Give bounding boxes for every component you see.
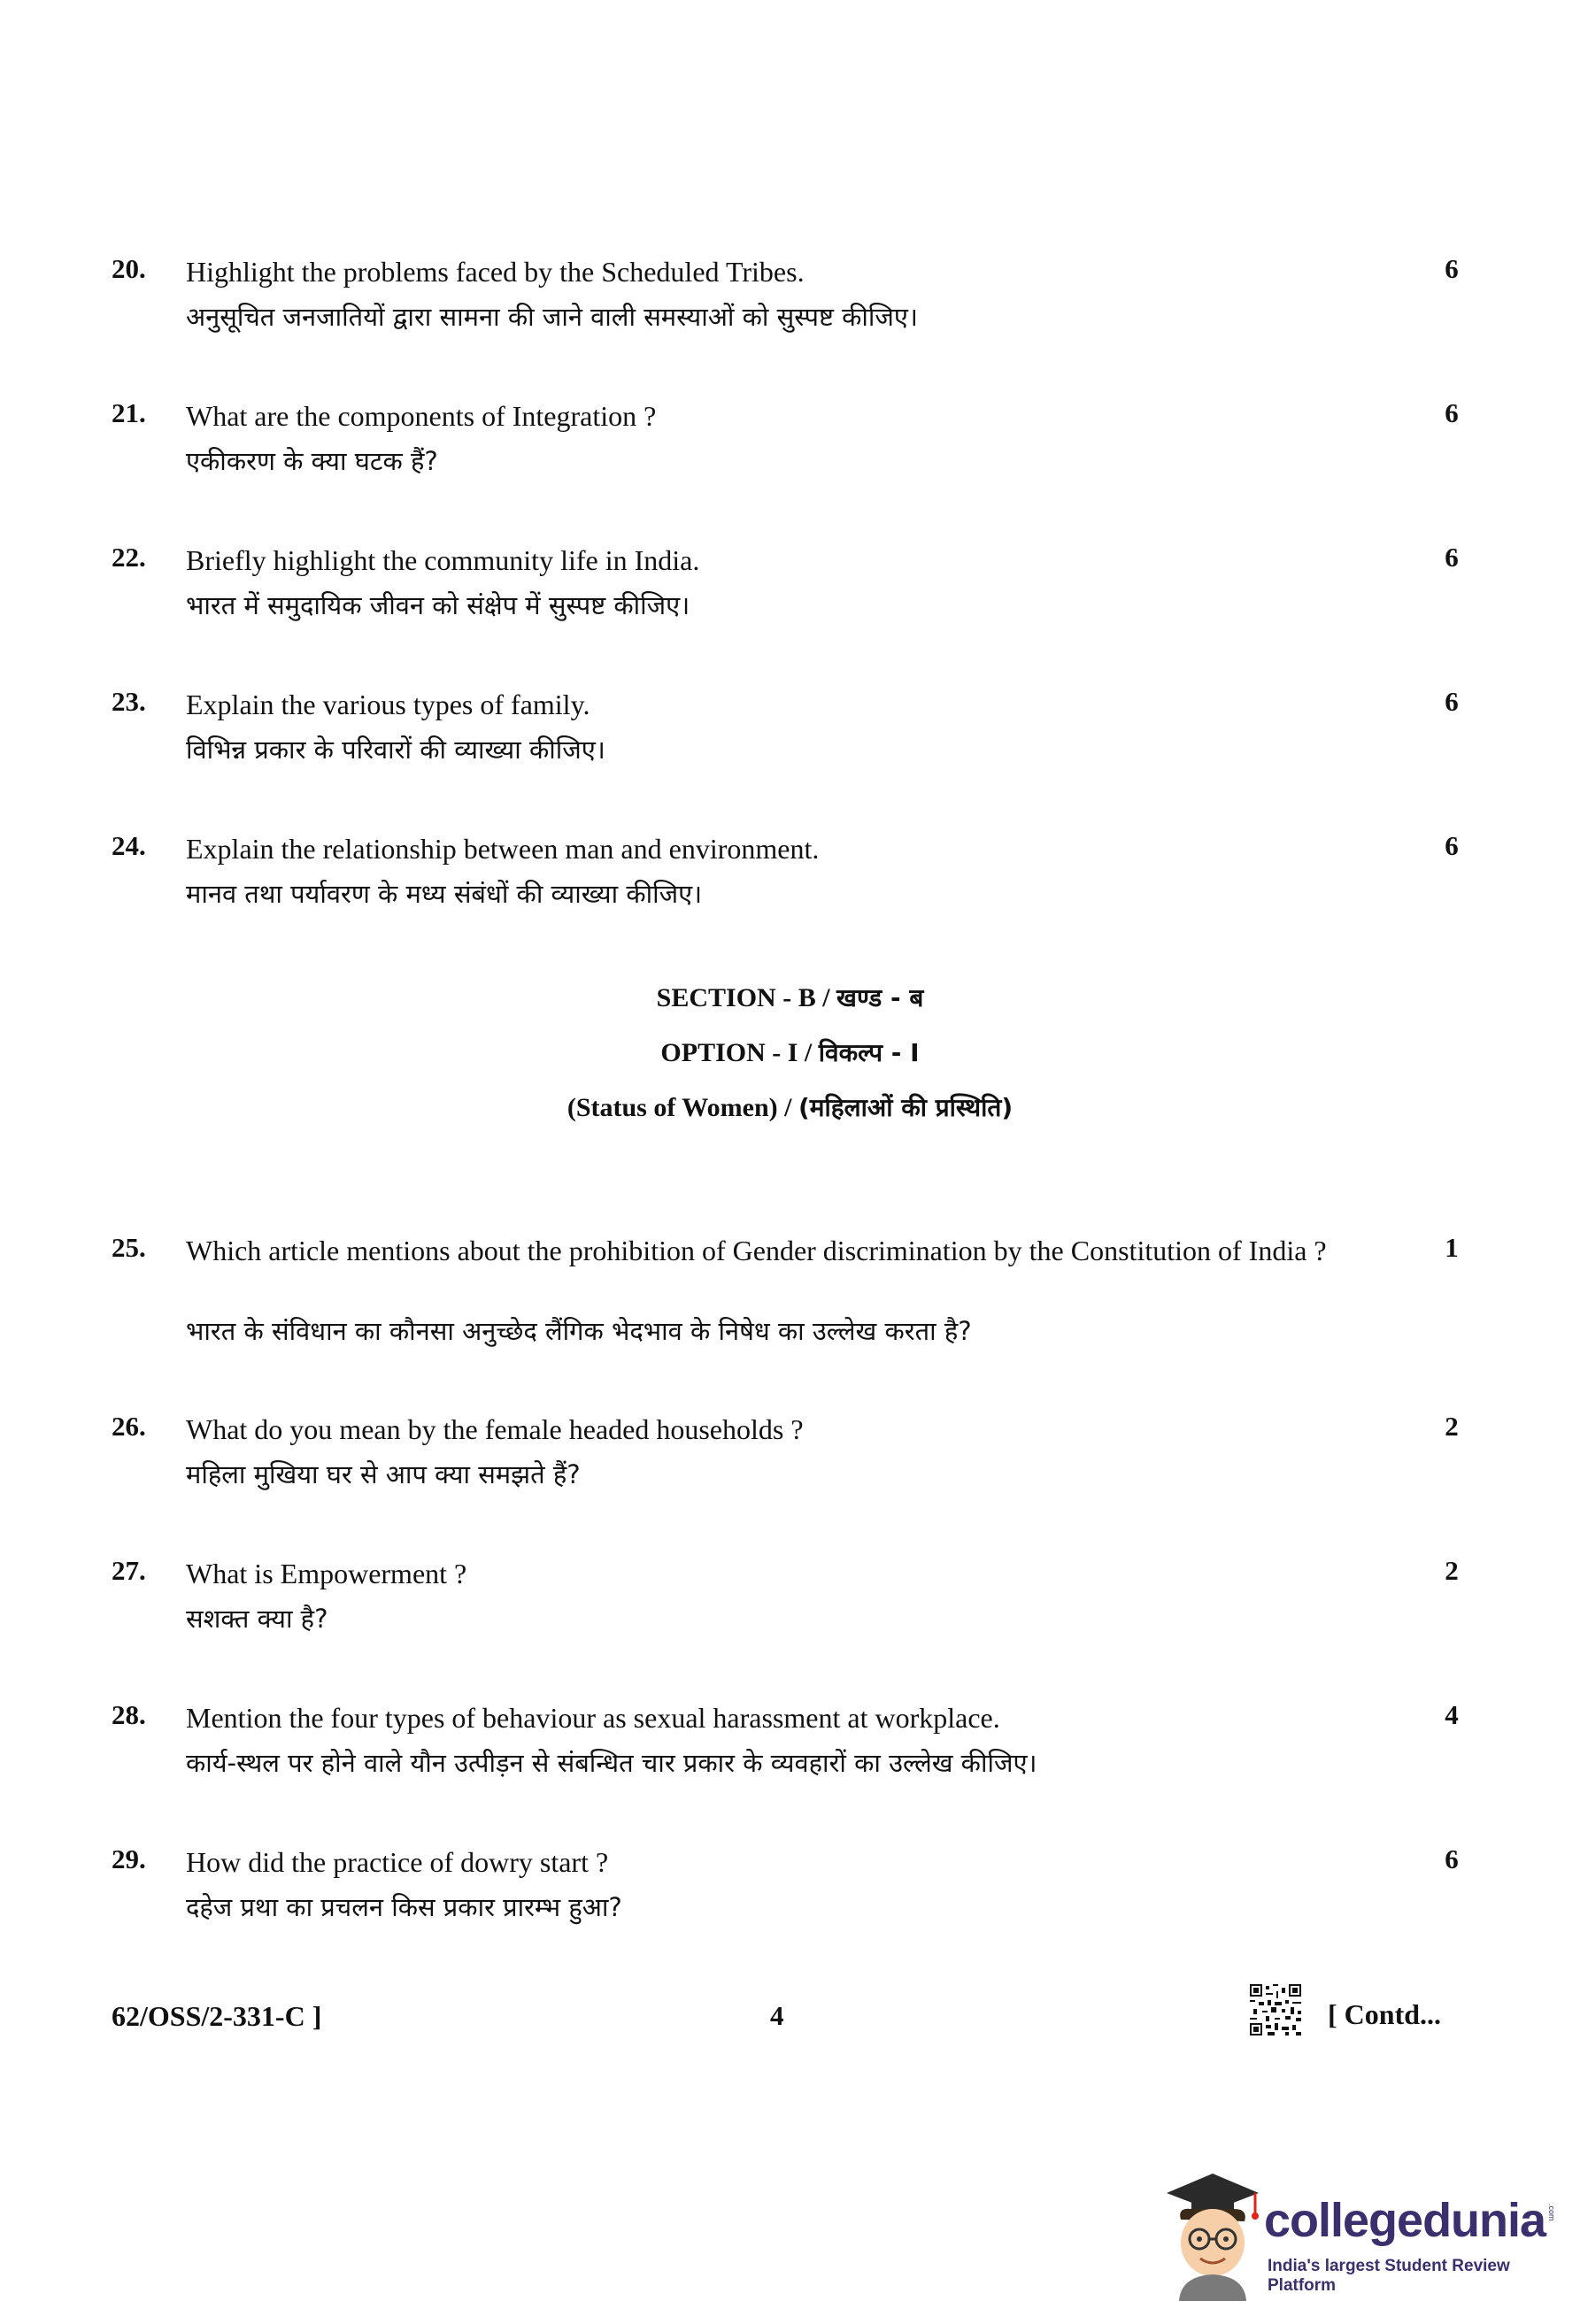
paper-code: 62/OSS/2-331-C ]: [112, 2000, 322, 2032]
question-text-english: Mention the four types of behaviour as sexual harassment at workplace.: [186, 1702, 1000, 1734]
brand-tld: .com: [1547, 2204, 1556, 2221]
question-text-hindi: अनुसूचित जनजातियों द्वारा सामना की जाने वाली समस्याओं को सुस्पष्ट कीजिए।: [186, 302, 918, 332]
brand-tagline: India's largest Student Review Platform: [1268, 2257, 1510, 2295]
question-text-hindi: कार्य-स्थल पर होने वाले यौन उत्पीड़न से संबन्धित चार प्रकार के व्यवहारों का उल्लेख कीजिए।: [186, 1748, 1037, 1778]
question-marks: 6: [1445, 542, 1459, 573]
continued-label: [ Contd...: [1328, 1998, 1442, 2030]
question-text-hindi: भारत के संविधान का कौनसा अनुच्छेद लैंगिक भेदभाव के निषेध का उल्लेख करता है?: [186, 1316, 972, 1346]
qr-code-icon: [1250, 1984, 1301, 2035]
question-marks: 2: [1445, 1555, 1459, 1586]
question-number: 20.: [112, 253, 146, 284]
page-number: 4: [770, 2000, 784, 2031]
question-text-english: What are the components of Integration ?: [186, 400, 657, 432]
question-number: 26.: [112, 1411, 146, 1442]
question-text-hindi: मानव तथा पर्यावरण के मध्य संबंधों की व्याख्या कीजिए।: [186, 879, 703, 909]
question-number: 27.: [112, 1555, 146, 1586]
question-number: 22.: [112, 542, 146, 573]
question-number: 23.: [112, 686, 146, 717]
section-title-hindi: खण्ड - ब: [836, 983, 924, 1012]
question-text-english: What is Empowerment ?: [186, 1558, 467, 1589]
question-number: 29.: [112, 1843, 146, 1874]
topic-title-english: (Status of Women) /: [566, 1093, 798, 1122]
question-number: 28.: [112, 1699, 146, 1730]
question-marks: 4: [1445, 1699, 1459, 1730]
question-marks: 6: [1445, 1843, 1459, 1874]
question-text-english: Explain the various types of family.: [186, 689, 590, 720]
question-marks: 1: [1445, 1232, 1459, 1263]
question-number: 21.: [112, 397, 146, 428]
question-number: 25.: [112, 1232, 146, 1263]
question-marks: 6: [1445, 830, 1459, 861]
collegedunia-logo[interactable]: [1160, 2168, 1567, 2310]
option-title-english: OPTION - I /: [660, 1038, 819, 1067]
topic-title: [0, 1090, 1580, 1124]
question-marks: 6: [1445, 686, 1459, 717]
question-text-english: Highlight the problems faced by the Scheduled Tribes.: [186, 256, 805, 288]
question-text-hindi: सशक्त क्या है?: [186, 1604, 328, 1634]
brand-name: collegedunia: [1264, 2194, 1546, 2247]
option-title-hindi: विकल्प - I: [818, 1038, 920, 1067]
question-text-english: Explain the relationship between man and environment.: [186, 833, 820, 865]
question-text-english: What do you mean by the female headed households ?: [186, 1413, 804, 1445]
section-title: [0, 981, 1580, 1014]
option-title: [0, 1035, 1580, 1069]
question-number: 24.: [112, 830, 146, 861]
question-text-english: Which article mentions about the prohibition of Gender discrimination by the Constitution of India ?: [186, 1235, 1327, 1266]
question-text-english: How did the practice of dowry start ?: [186, 1846, 609, 1878]
section-title-english: SECTION - B /: [656, 983, 837, 1012]
topic-title-hindi: (महिलाओं की प्रस्थिति): [798, 1093, 1014, 1122]
mascot-icon: [1160, 2168, 1266, 2301]
question-text-hindi: भारत में समुदायिक जीवन को संक्षेप में सुस्पष्ट कीजिए।: [186, 590, 690, 620]
question-text-english: Briefly highlight the community life in India.: [186, 544, 700, 576]
question-text-hindi: महिला मुखिया घर से आप क्या समझते हैं?: [186, 1459, 581, 1489]
question-text-hindi: एकीकरण के क्या घटक हैं?: [186, 446, 438, 476]
question-marks: 6: [1445, 253, 1459, 284]
question-marks: 2: [1445, 1411, 1459, 1442]
question-text-hindi: दहेज प्रथा का प्रचलन किस प्रकार प्रारम्भ हुआ?: [186, 1892, 622, 1922]
question-text-hindi: विभिन्न प्रकार के परिवारों की व्याख्या कीजिए।: [186, 735, 605, 765]
question-marks: 6: [1445, 397, 1459, 428]
